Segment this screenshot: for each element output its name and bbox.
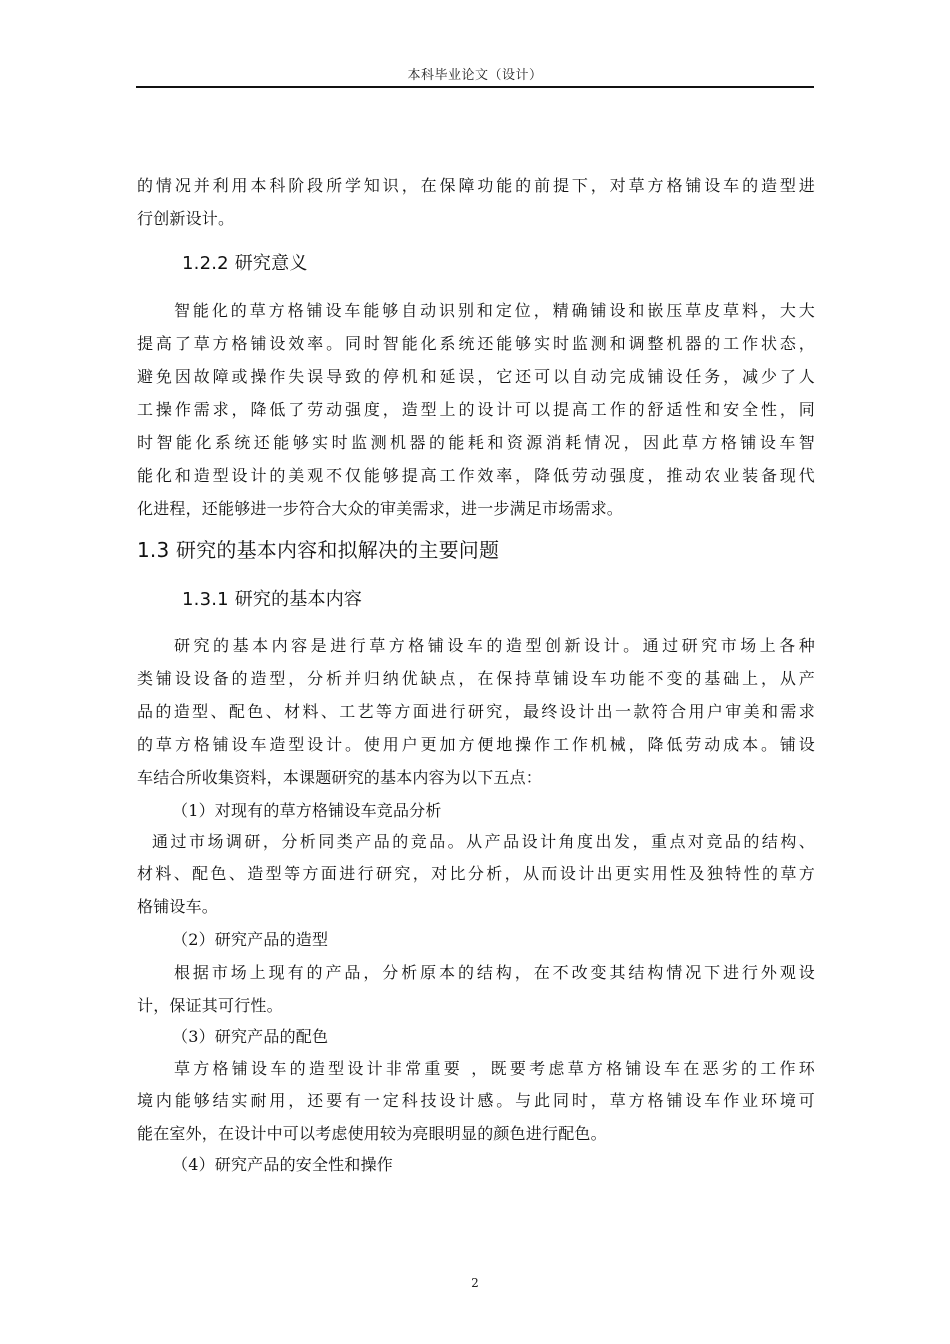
paragraph-line: 材料、配色、造型等方面进行研究，对比分析，从而设计出更实用性及独特性的草方 <box>137 864 815 883</box>
list-item-label: （1）对现有的草方格铺设车竞品分析 <box>172 801 442 820</box>
paragraph-line: 类铺设设备的造型，分析并归纳优缺点，在保持草铺设车功能不变的基础上，从产 <box>137 669 815 688</box>
paragraph-line: 格铺设车。 <box>137 897 219 916</box>
paragraph-line: 的草方格铺设车造型设计。使用户更加方便地操作工作机械，降低劳动成本。铺设 <box>137 735 815 754</box>
paragraph-line: 根据市场上现有的产品，分析原本的结构，在不改变其结构情况下进行外观设 <box>174 963 815 982</box>
section-heading-1-2-2: 1.2.2 研究意义 <box>182 253 308 274</box>
paragraph-line: 品的造型、配色、材料、工艺等方面进行研究，最终设计出一款符合用户审美和需求 <box>137 702 815 721</box>
paragraph-line: 通过市场调研，分析同类产品的竞品。从产品设计角度出发，重点对竞品的结构、 <box>152 832 815 851</box>
paragraph-line: 境内能够结实耐用，还要有一定科技设计感。与此同时，草方格铺设车作业环境可 <box>137 1091 815 1110</box>
paragraph-line: 车结合所收集资料，本课题研究的基本内容为以下五点： <box>137 768 543 787</box>
section-heading-1-3-1: 1.3.1 研究的基本内容 <box>182 589 363 610</box>
paragraph-line: 化进程，还能够进一步符合大众的审美需求，进一步满足市场需求。 <box>137 499 624 518</box>
paragraph-line: 能化和造型设计的美观不仅能够提高工作效率，降低劳动强度，推动农业装备现代 <box>137 466 815 485</box>
paragraph-line: 避免因故障或操作失误导致的停机和延误，它还可以自动完成铺设任务，减少了人 <box>137 367 815 386</box>
paragraph-line: 智能化的草方格铺设车能够自动识别和定位，精确铺设和嵌压草皮草料，大大 <box>174 301 815 320</box>
list-item-label: （2）研究产品的造型 <box>172 930 329 949</box>
page-number: 2 <box>471 1276 479 1290</box>
paragraph-line: 的情况并利用本科阶段所学知识，在保障功能的前提下，对草方格铺设车的造型进 <box>137 176 815 195</box>
paragraph-line: 研究的基本内容是进行草方格铺设车的造型创新设计。通过研究市场上各种 <box>174 636 815 655</box>
list-item-label: （3）研究产品的配色 <box>172 1027 329 1046</box>
list-item-label: （4）研究产品的安全性和操作 <box>172 1155 393 1174</box>
paragraph-line: 行创新设计。 <box>137 209 235 228</box>
paragraph-line: 能在室外，在设计中可以考虑使用较为亮眼明显的颜色进行配色。 <box>137 1124 607 1143</box>
header-title: 本科毕业论文（设计） <box>407 68 543 83</box>
paragraph-line: 草方格铺设车的造型设计非常重要 ，既要考虑草方格铺设车在恶劣的工作环 <box>174 1059 815 1078</box>
paragraph-line: 工操作需求，降低了劳动强度，造型上的设计可以提高工作的舒适性和安全性，同 <box>137 400 815 419</box>
paragraph-line: 时智能化系统还能够实时监测机器的能耗和资源消耗情况，因此草方格铺设车智 <box>137 433 815 452</box>
paragraph-line: 提高了草方格铺设效率。同时智能化系统还能够实时监测和调整机器的工作状态， <box>137 334 815 353</box>
section-heading-1-3: 1.3 研究的基本内容和拟解决的主要问题 <box>137 538 500 562</box>
paragraph-line: 计，保证其可行性。 <box>137 996 283 1015</box>
header-divider <box>136 86 814 88</box>
